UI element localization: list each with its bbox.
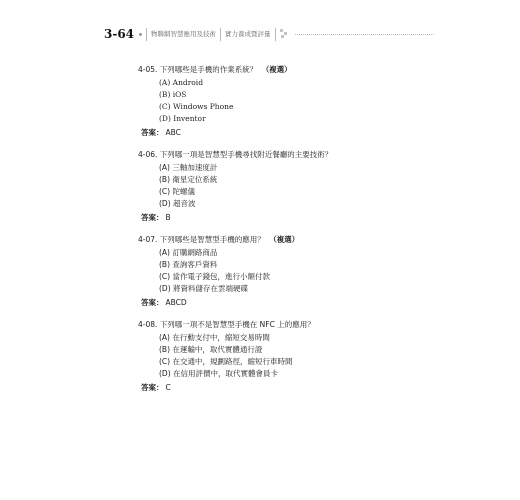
answer-line: [141, 382, 468, 394]
question-number: 4-08.: [138, 320, 158, 329]
option-d: (D) 將資料儲存在雲端硬碟: [159, 284, 249, 293]
question-block: [138, 234, 468, 309]
answer-value: B: [165, 213, 171, 222]
option-a: (A) 三軸加速度計: [159, 163, 218, 172]
question-block: [138, 319, 468, 394]
answer-value: ABC: [165, 128, 181, 137]
question-title: [138, 149, 468, 161]
question-number: 4-05.: [138, 65, 158, 74]
multiple-choice-tag: （複選）: [261, 65, 292, 74]
option-d: (D) 在信用評價中，取代實體會員卡: [159, 369, 279, 378]
answer-value: C: [165, 383, 171, 392]
question-list: [138, 64, 468, 404]
header-dotted-rule: [295, 34, 434, 35]
option-a: (A) 訂購網路商品: [159, 248, 218, 257]
option-c: (C) 陀螺儀: [159, 187, 195, 196]
option-b: (B) 在運輸中，取代實體通行證: [159, 345, 263, 354]
decorative-squares-icon: [280, 29, 290, 39]
question-number: 4-06.: [138, 150, 158, 159]
running-header: [104, 25, 434, 43]
option-list: [159, 77, 468, 125]
page-number: 3-64: [104, 27, 135, 41]
answer-line: [141, 127, 468, 139]
answer-label: 答案：: [141, 383, 164, 392]
option-a: (A) Android: [159, 78, 204, 87]
header-bullet-icon: [139, 33, 142, 36]
answer-label: 答案：: [141, 298, 164, 307]
option-list: [159, 332, 468, 380]
question-text: 下列哪些是智慧型手機的應用？: [159, 235, 265, 244]
option-c: (C) 在交通中，規劃路徑，縮短行車時間: [159, 357, 293, 366]
option-list: [159, 162, 468, 210]
option-b: (B) iOS: [159, 90, 187, 99]
answer-label: 答案：: [141, 213, 164, 222]
question-title: [138, 234, 468, 246]
option-b: (B) 衛星定位系統: [159, 175, 218, 184]
question-title: [138, 64, 468, 76]
option-c: (C) 當作電子錢包，進行小額付款: [159, 272, 270, 281]
answer-line: [141, 212, 468, 224]
option-list: [159, 247, 468, 295]
answer-value: ABCD: [165, 298, 187, 307]
option-a: (A) 在行動支付中，縮短交易時間: [159, 333, 270, 342]
answer-line: [141, 297, 468, 309]
question-title: [138, 319, 468, 331]
question-block: [138, 149, 468, 224]
option-d: (D) 超音波: [159, 199, 196, 208]
question-text: 下列哪些是手機的作業系統？: [159, 65, 258, 74]
option-b: (B) 查詢客戶資料: [159, 260, 218, 269]
question-number: 4-07.: [138, 235, 158, 244]
option-d: (D) Inventor: [159, 114, 206, 123]
book-title: 物聯網智慧應用及技術: [146, 28, 221, 41]
multiple-choice-tag: （複選）: [269, 235, 300, 244]
section-title: 實力養成暨評量: [221, 28, 276, 41]
question-text: 下列哪一項是智慧型手機尋找附近餐廳的主要技術？: [159, 150, 333, 159]
answer-label: 答案：: [141, 128, 164, 137]
option-c: (C) Windows Phone: [159, 102, 234, 111]
question-text: 下列哪一項不是智慧型手機在 NFC 上的應用？: [159, 320, 315, 329]
question-block: [138, 64, 468, 139]
